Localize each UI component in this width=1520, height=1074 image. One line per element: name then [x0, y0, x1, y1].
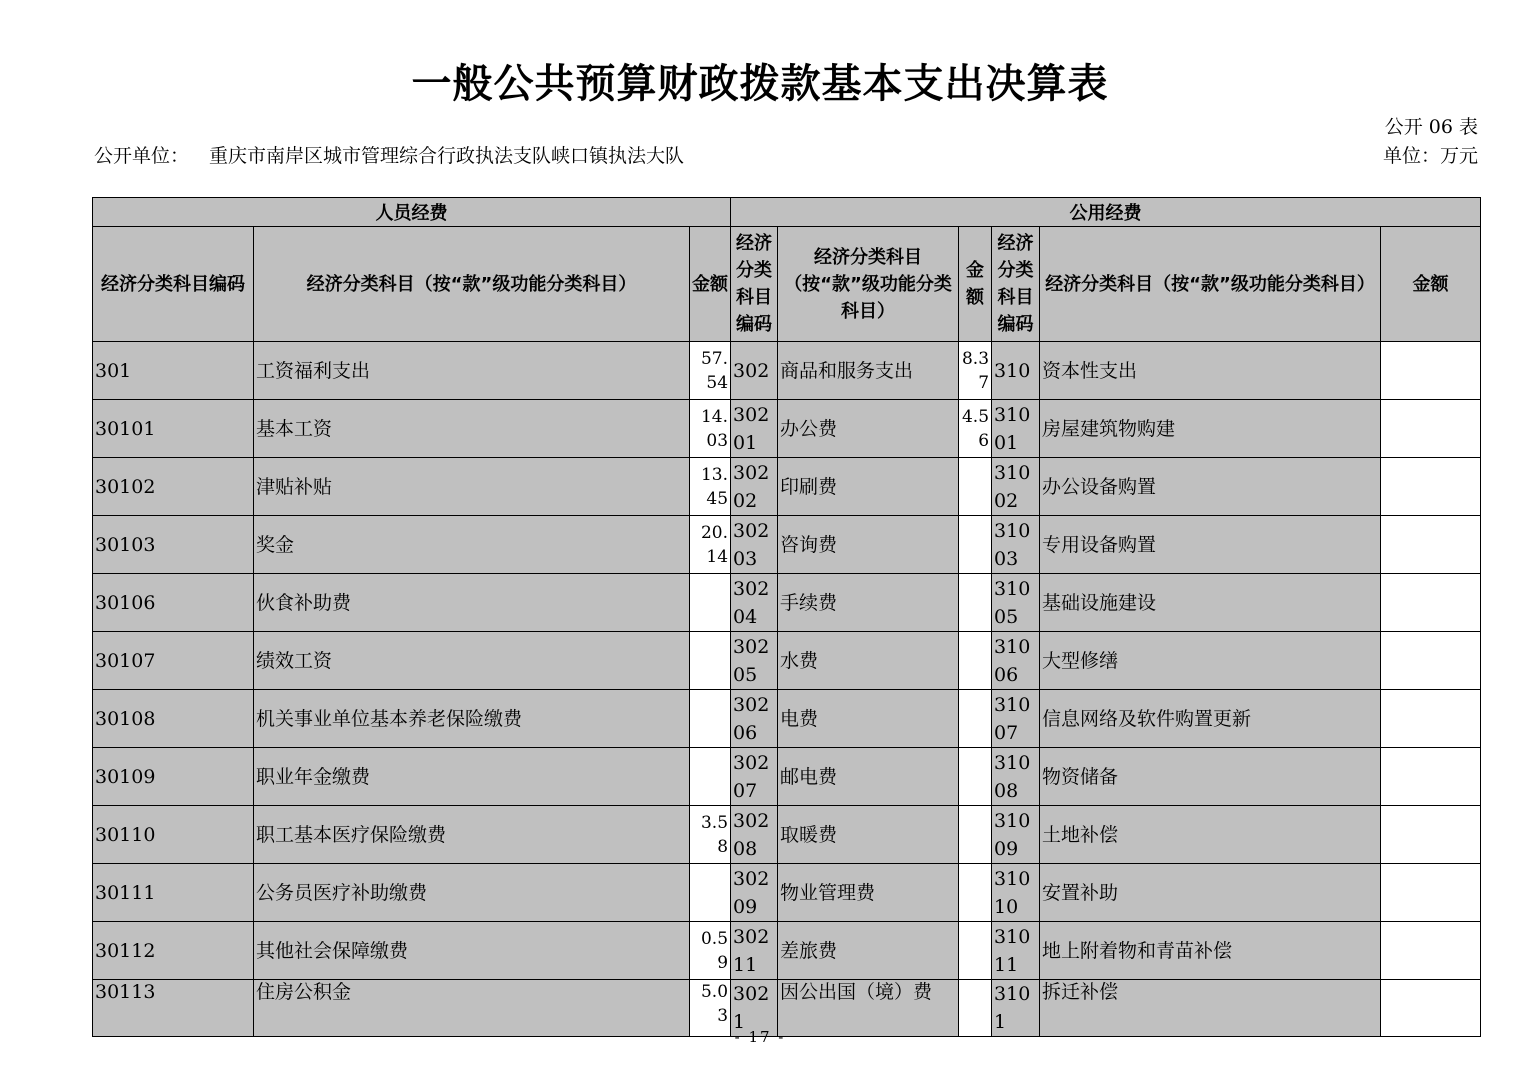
cell-code-3: 31005	[992, 574, 1040, 632]
cell-code-1: 30113	[93, 980, 254, 1037]
header-amount-2: 金额	[959, 227, 992, 342]
cell-code-2: 30211	[731, 922, 778, 980]
cell-code-3: 31002	[992, 458, 1040, 516]
cell-code-3: 31003	[992, 516, 1040, 574]
cell-amount-3	[1381, 458, 1481, 516]
group-header-row	[93, 198, 1481, 227]
cell-name-2: 水费	[778, 632, 959, 690]
page-number: - 17 -	[734, 1028, 786, 1046]
cell-code-1: 30110	[93, 806, 254, 864]
cell-code-1: 30101	[93, 400, 254, 458]
cell-amount-1: 0.59	[690, 922, 731, 980]
cell-code-1: 30111	[93, 864, 254, 922]
cell-name-2: 因公出国（境）费	[778, 980, 959, 1037]
table-row	[93, 864, 1481, 922]
cell-code-3: 31011	[992, 922, 1040, 980]
header-code: 经济分类科目编码	[93, 227, 254, 342]
cell-amount-3	[1381, 806, 1481, 864]
cell-name-3: 资本性支出	[1040, 342, 1381, 400]
page-title: 一般公共预算财政拨款基本支出决算表	[411, 61, 1109, 107]
cell-amount-2	[959, 690, 992, 748]
cell-amount-2	[959, 806, 992, 864]
cell-code-3: 31001	[992, 400, 1040, 458]
cell-amount-1: 57.54	[690, 342, 731, 400]
cell-name-2: 手续费	[778, 574, 959, 632]
cell-name-1: 工资福利支出	[254, 342, 690, 400]
cell-name-2: 办公费	[778, 400, 959, 458]
header-name: 经济分类科目（按“款”级功能分类科目）	[254, 227, 690, 342]
cell-code-1: 301	[93, 342, 254, 400]
cell-code-1: 30108	[93, 690, 254, 748]
cell-code-1: 30102	[93, 458, 254, 516]
cell-name-3: 物资储备	[1040, 748, 1381, 806]
cell-amount-2: 4.56	[959, 400, 992, 458]
cell-name-1: 津贴补贴	[254, 458, 690, 516]
cell-amount-1: 20.14	[690, 516, 731, 574]
cell-code-2: 30205	[731, 632, 778, 690]
table-row	[93, 748, 1481, 806]
cell-code-1: 30103	[93, 516, 254, 574]
cell-name-3: 信息网络及软件购置更新	[1040, 690, 1381, 748]
cell-code-3: 31009	[992, 806, 1040, 864]
cell-code-1: 30109	[93, 748, 254, 806]
cell-name-2: 邮电费	[778, 748, 959, 806]
table-row	[93, 342, 1481, 400]
cell-code-2: 30207	[731, 748, 778, 806]
table-row	[93, 458, 1481, 516]
table-row	[93, 690, 1481, 748]
cell-name-1: 伙食补助费	[254, 574, 690, 632]
table-row	[93, 574, 1481, 632]
cell-amount-2	[959, 516, 992, 574]
cell-amount-2	[959, 922, 992, 980]
cell-name-1: 基本工资	[254, 400, 690, 458]
cell-code-3: 31007	[992, 690, 1040, 748]
cell-name-1: 职业年金缴费	[254, 748, 690, 806]
table-row	[93, 922, 1481, 980]
cell-name-3: 土地补偿	[1040, 806, 1381, 864]
cell-name-1: 奖金	[254, 516, 690, 574]
cell-amount-2	[959, 458, 992, 516]
cell-code-1: 30107	[93, 632, 254, 690]
table-row	[93, 400, 1481, 458]
cell-amount-3	[1381, 400, 1481, 458]
cell-amount-1	[690, 690, 731, 748]
cell-code-2: 30203	[731, 516, 778, 574]
cell-name-1: 公务员医疗补助缴费	[254, 864, 690, 922]
cell-code-3: 310	[992, 342, 1040, 400]
cell-name-3: 拆迁补偿	[1040, 980, 1381, 1037]
cell-name-2: 取暖费	[778, 806, 959, 864]
table-row	[93, 632, 1481, 690]
cell-code-3: 31008	[992, 748, 1040, 806]
cell-name-1: 机关事业单位基本养老保险缴费	[254, 690, 690, 748]
cell-amount-2	[959, 632, 992, 690]
cell-amount-2: 8.37	[959, 342, 992, 400]
cell-amount-3	[1381, 864, 1481, 922]
header-name-3: 经济分类科目（按“款”级功能分类科目）	[1040, 227, 1381, 342]
cell-name-3: 地上附着物和青苗补偿	[1040, 922, 1381, 980]
cell-code-1: 30106	[93, 574, 254, 632]
cell-code-2: 30209	[731, 864, 778, 922]
cell-name-3: 基础设施建设	[1040, 574, 1381, 632]
cell-amount-3	[1381, 748, 1481, 806]
cell-code-2: 30208	[731, 806, 778, 864]
cell-amount-1: 5.03	[690, 980, 731, 1037]
cell-name-3: 房屋建筑物购建	[1040, 400, 1381, 458]
cell-name-3: 专用设备购置	[1040, 516, 1381, 574]
cell-name-2: 咨询费	[778, 516, 959, 574]
cell-amount-3	[1381, 632, 1481, 690]
cell-code-2: 30204	[731, 574, 778, 632]
cell-amount-1	[690, 574, 731, 632]
cell-amount-1	[690, 632, 731, 690]
cell-code-2: 3021	[731, 980, 778, 1037]
form-number: 公开 06 表	[1384, 116, 1478, 138]
reporting-unit-label: 公开单位：	[94, 145, 190, 167]
cell-code-2: 30201	[731, 400, 778, 458]
reporting-unit-name: 重庆市南岸区城市管理综合行政执法支队峡口镇执法大队	[209, 145, 685, 167]
cell-code-3: 31010	[992, 864, 1040, 922]
cell-amount-3	[1381, 342, 1481, 400]
cell-code-2: 302	[731, 342, 778, 400]
table-row	[93, 516, 1481, 574]
cell-name-2: 物业管理费	[778, 864, 959, 922]
group-public: 公用经费	[731, 198, 1481, 227]
cell-name-3: 办公设备购置	[1040, 458, 1381, 516]
cell-amount-3	[1381, 574, 1481, 632]
cell-amount-3	[1381, 690, 1481, 748]
cell-amount-1	[690, 748, 731, 806]
money-unit: 单位：万元	[1382, 145, 1478, 167]
cell-code-3: 3101	[992, 980, 1040, 1037]
cell-code-3: 31006	[992, 632, 1040, 690]
cell-amount-2	[959, 748, 992, 806]
header-name-2: 经济分类科目（按“款”级功能分类科目）	[778, 227, 959, 342]
cell-amount-2	[959, 574, 992, 632]
header-amount-3: 金额	[1381, 227, 1481, 342]
table-row	[93, 806, 1481, 864]
cell-amount-2	[959, 864, 992, 922]
cell-code-2: 30202	[731, 458, 778, 516]
cell-code-1: 30112	[93, 922, 254, 980]
cell-name-2: 商品和服务支出	[778, 342, 959, 400]
cell-name-1: 其他社会保障缴费	[254, 922, 690, 980]
cell-amount-1	[690, 864, 731, 922]
cell-amount-1: 14.03	[690, 400, 731, 458]
cell-amount-1: 3.58	[690, 806, 731, 864]
cell-name-3: 大型修缮	[1040, 632, 1381, 690]
header-code-3: 经济分类科目编码	[992, 227, 1040, 342]
cell-name-1: 职工基本医疗保险缴费	[254, 806, 690, 864]
cell-name-1: 绩效工资	[254, 632, 690, 690]
cell-name-2: 印刷费	[778, 458, 959, 516]
expenditure-table	[92, 197, 1481, 1037]
cell-name-1: 住房公积金	[254, 980, 690, 1037]
column-header-row	[93, 227, 1481, 342]
header-code-2: 经济分类科目编码	[731, 227, 778, 342]
cell-name-2: 电费	[778, 690, 959, 748]
header-amount: 金额	[690, 227, 731, 342]
cell-name-3: 安置补助	[1040, 864, 1381, 922]
cell-name-2: 差旅费	[778, 922, 959, 980]
cell-code-2: 30206	[731, 690, 778, 748]
group-personnel: 人员经费	[93, 198, 731, 227]
cell-amount-3	[1381, 516, 1481, 574]
cell-amount-3	[1381, 922, 1481, 980]
reporting-unit	[94, 142, 714, 170]
cell-amount-1: 13.45	[690, 458, 731, 516]
